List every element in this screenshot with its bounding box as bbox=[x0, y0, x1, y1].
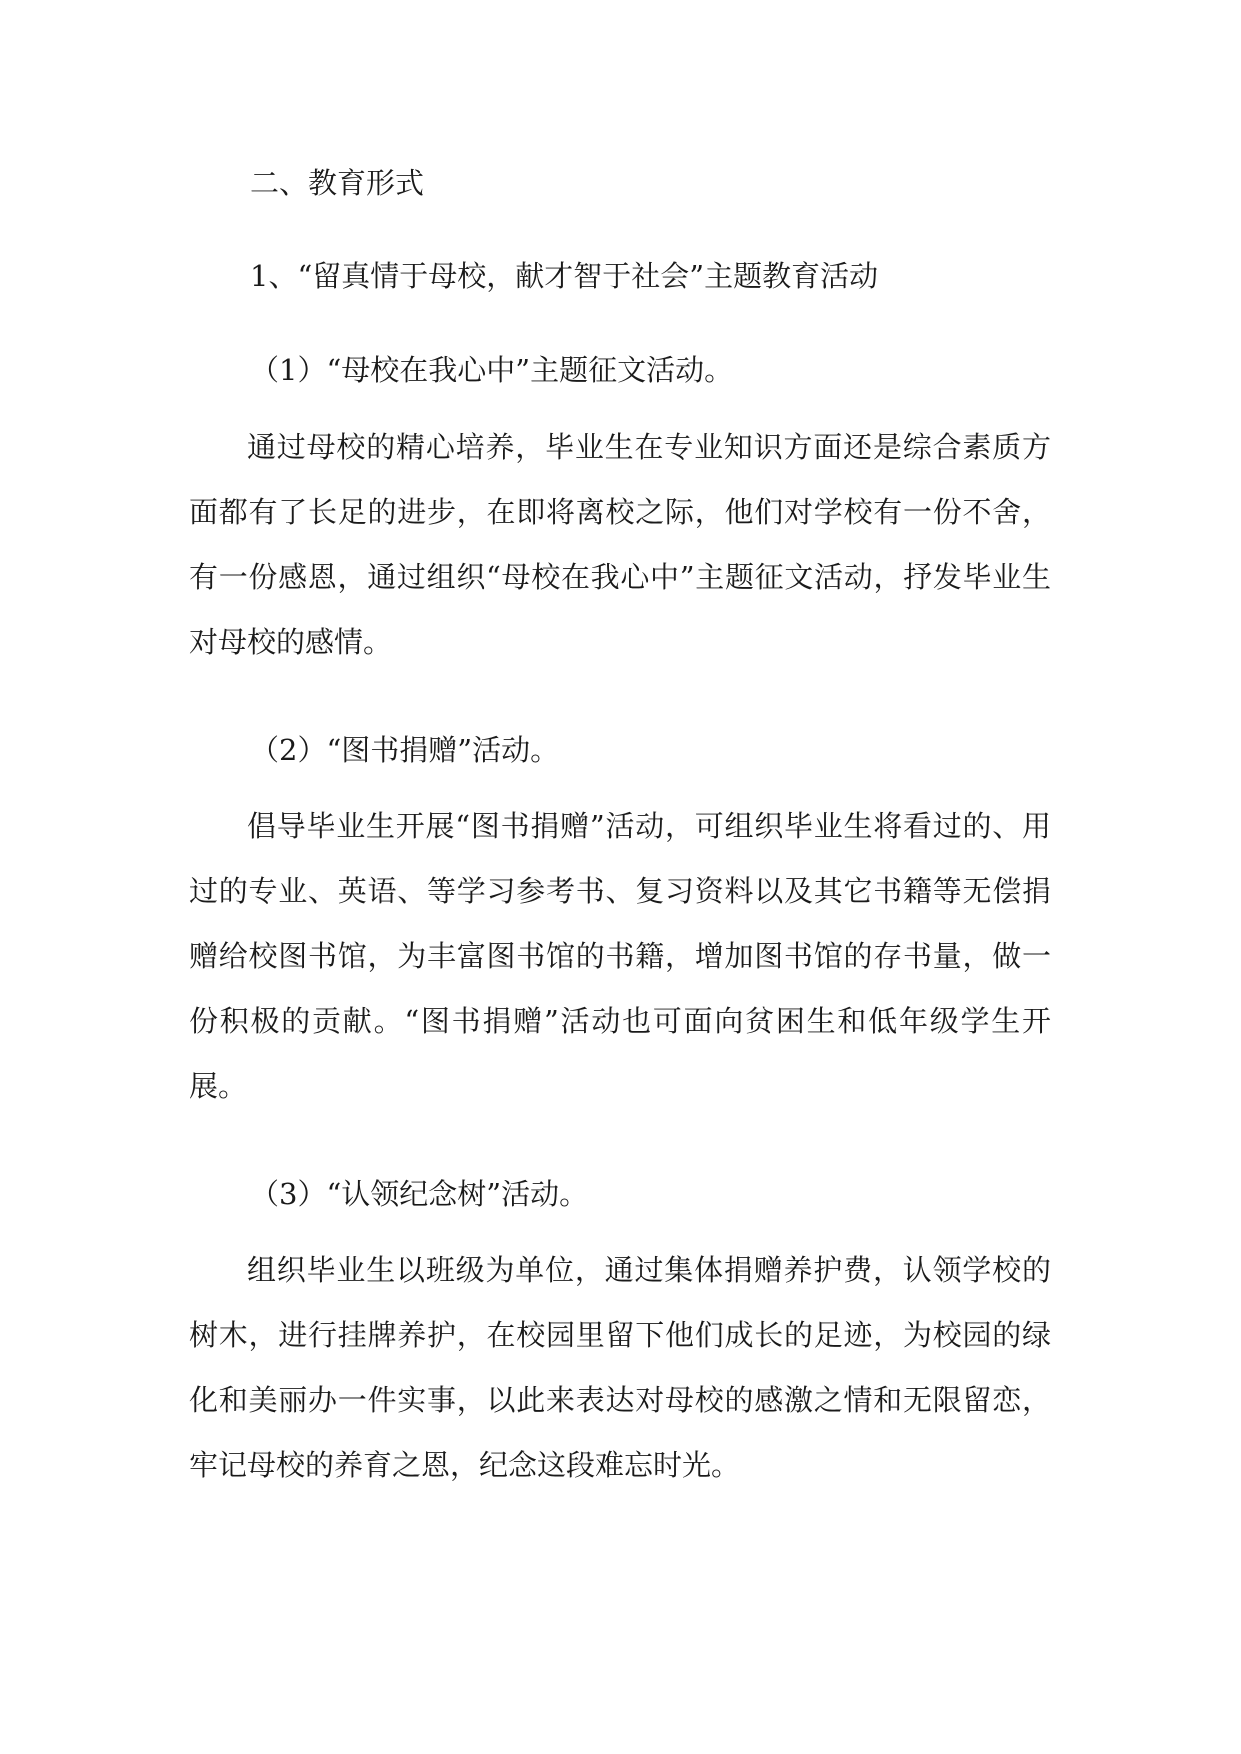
subheading: 1、“留真情于母校，献才智于社会”主题教育活动 bbox=[250, 259, 879, 293]
section-heading: 二、教育形式 bbox=[250, 166, 425, 200]
item-2-title: （2）“图书捐赠”活动。 bbox=[250, 733, 560, 767]
item-1-title: （1）“母校在我心中”主题征文活动。 bbox=[250, 353, 734, 387]
item-3-body: 组织毕业生以班级为单位，通过集体捐赠养护费，认领学校的树木，进行挂牌养护，在校园里留下他们成长的足迹，为校园的绿化和美丽办一件实事，以此来表达对母校的感激之情和无限留恋，牢记母校的养育之恩，纪念这段难忘时光。 bbox=[189, 1253, 1051, 1482]
item-3-title: （3）“认领纪念树”活动。 bbox=[250, 1177, 589, 1211]
item-2-body: 倡导毕业生开展“图书捐赠”活动，可组织毕业生将看过的、用过的专业、英语、等学习参考书、复习资料以及其它书籍等无偿捐赠给校图书馆，为丰富图书馆的书籍，增加图书馆的存书量，做一份积极的贡献。“图书捐赠”活动也可面向贫困生和低年级学生开展。 bbox=[189, 809, 1051, 1103]
item-1-body: 通过母校的精心培养，毕业生在专业知识方面还是综合素质方面都有了长足的进步，在即将离校之际，他们对学校有一份不舍，有一份感恩，通过组织“母校在我心中”主题征文活动，抒发毕业生对母校的感情。 bbox=[189, 430, 1051, 659]
